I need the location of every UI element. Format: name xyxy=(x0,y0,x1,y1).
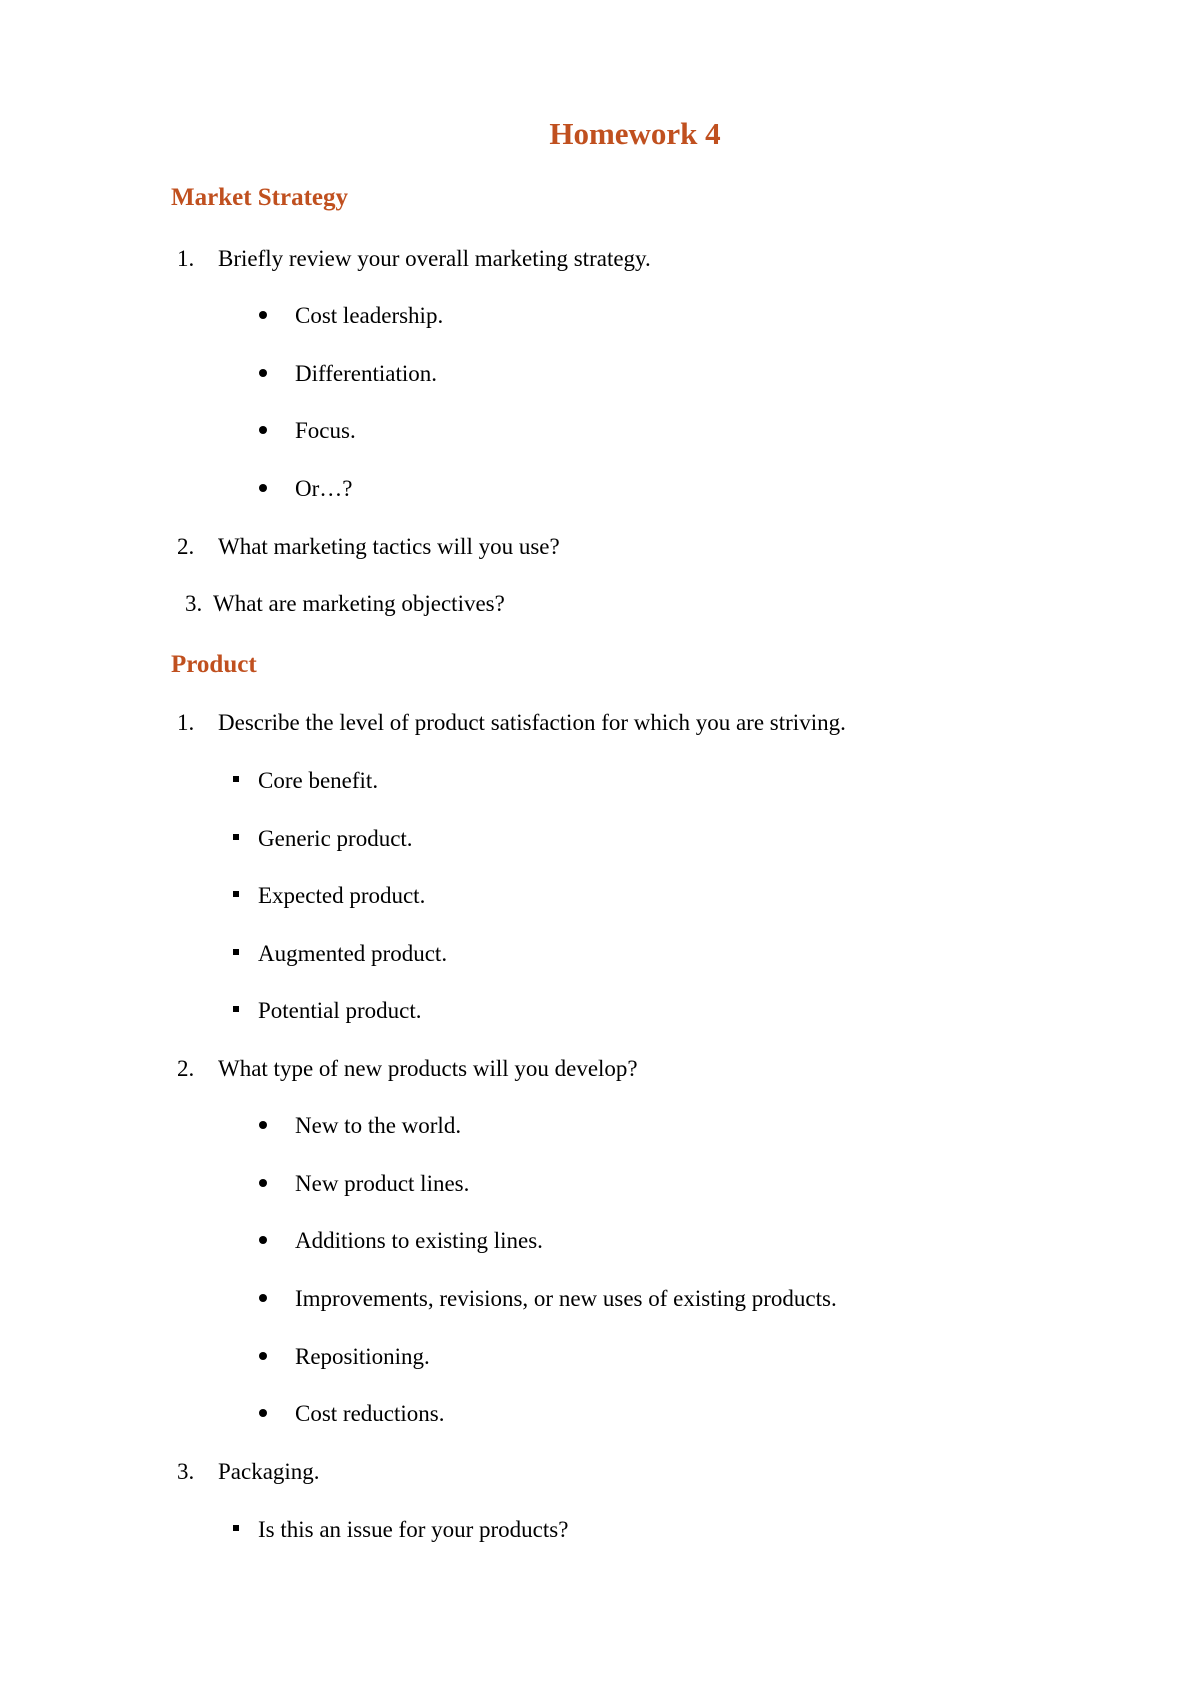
bullet-dot-icon xyxy=(259,369,267,377)
list-item: Describe the level of product satisfaction for which you are striving. xyxy=(218,710,846,735)
list-number: 2. xyxy=(177,1056,195,1081)
sub-list-item: Is this an issue for your products? xyxy=(258,1517,569,1542)
list-item: Briefly review your overall marketing strategy. xyxy=(218,246,651,271)
list-number: 3. xyxy=(185,591,203,616)
sub-list-item: Additions to existing lines. xyxy=(295,1228,543,1253)
sub-list-item: Augmented product. xyxy=(258,941,448,966)
sub-list-item: Focus. xyxy=(295,418,356,443)
list-item: What marketing tactics will you use? xyxy=(218,534,560,559)
bullet-dot-icon xyxy=(259,484,267,492)
bullet-dot-icon xyxy=(259,1352,267,1360)
bullet-dot-icon xyxy=(259,1409,267,1417)
sub-list-item: Repositioning. xyxy=(295,1344,430,1369)
sub-list-item: Potential product. xyxy=(258,998,422,1023)
document-title: Homework 4 xyxy=(549,116,721,151)
sub-list-item: New product lines. xyxy=(295,1171,470,1196)
bullet-square-icon xyxy=(233,834,239,840)
bullet-square-icon xyxy=(233,1006,239,1012)
list-number: 2. xyxy=(177,534,195,559)
sub-list-item: Expected product. xyxy=(258,883,426,908)
list-item: Packaging. xyxy=(218,1459,320,1484)
list-item: What are marketing objectives? xyxy=(213,591,505,616)
sub-list-item: Cost leadership. xyxy=(295,303,444,328)
list-item: What type of new products will you develop? xyxy=(218,1056,638,1081)
bullet-square-icon xyxy=(233,949,239,955)
bullet-dot-icon xyxy=(259,311,267,319)
bullet-square-icon xyxy=(233,1525,239,1531)
sub-list-item: Or…? xyxy=(295,476,353,501)
list-number: 1. xyxy=(177,710,195,735)
bullet-square-icon xyxy=(233,891,239,897)
bullet-square-icon xyxy=(233,776,239,782)
sub-list-item: Core benefit. xyxy=(258,768,379,793)
sub-list-item: Generic product. xyxy=(258,826,413,851)
list-number: 1. xyxy=(177,246,195,271)
bullet-dot-icon xyxy=(259,426,267,434)
section-heading-product: Product xyxy=(171,651,257,678)
sub-list-item: Cost reductions. xyxy=(295,1401,445,1426)
sub-list-item: Differentiation. xyxy=(295,361,437,386)
list-number: 3. xyxy=(177,1459,195,1484)
sub-list-item: New to the world. xyxy=(295,1113,462,1138)
sub-list-item: Improvements, revisions, or new uses of existing products. xyxy=(295,1286,837,1311)
bullet-dot-icon xyxy=(259,1294,267,1302)
bullet-dot-icon xyxy=(259,1121,267,1129)
bullet-dot-icon xyxy=(259,1236,267,1244)
section-heading-market-strategy: Market Strategy xyxy=(171,184,349,211)
bullet-dot-icon xyxy=(259,1179,267,1187)
